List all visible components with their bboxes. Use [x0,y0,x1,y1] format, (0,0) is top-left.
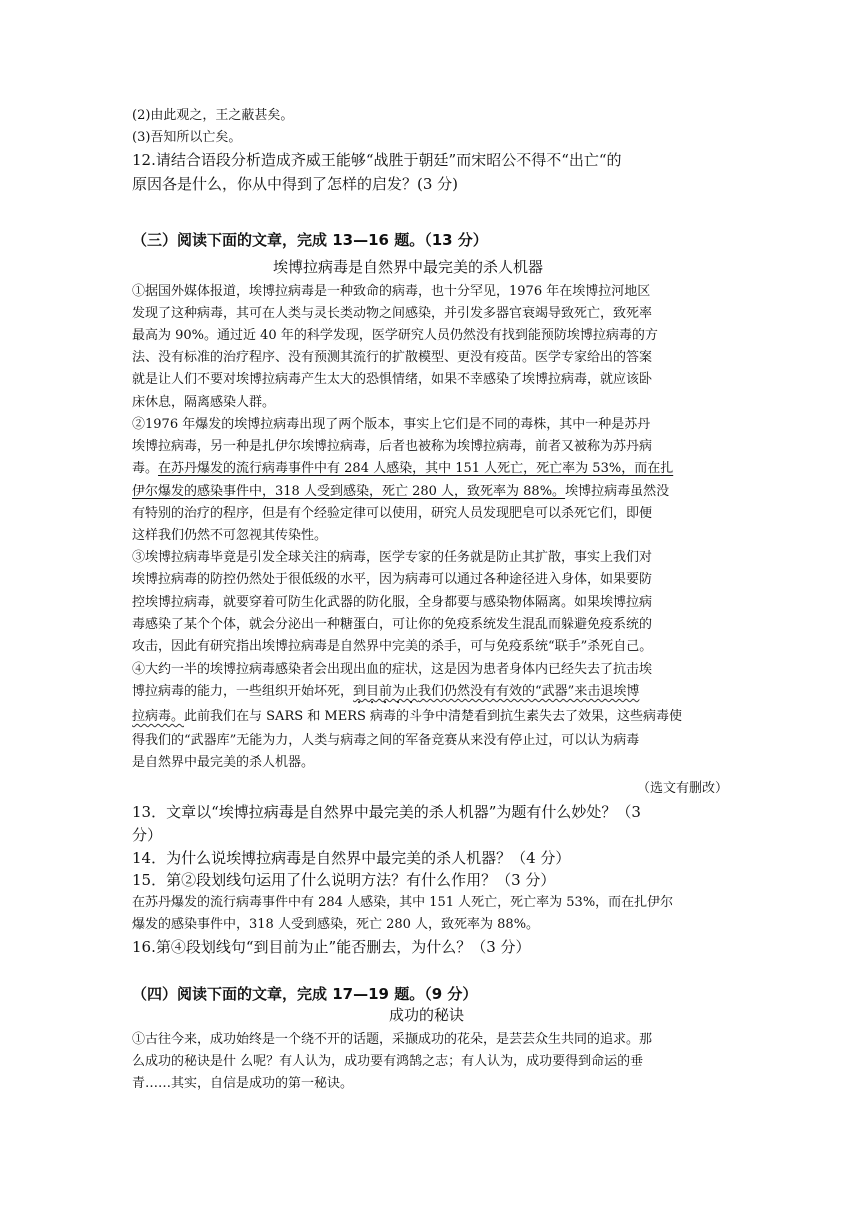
question-12-line-2: 原因各是什么，你从中得到了怎样的启发？(3 分) [132,175,459,193]
paragraph-2-line: 有特别的治疗的程序，但是有个经验定律可以使用，研究人员发现肥皂可以杀死它们，即便 [132,506,653,521]
paragraph-2-line: ②1976 年爆发的埃博拉病毒出现了两个版本，事实上它们是不同的毒株，其中一种是苏丹 [132,417,651,432]
paragraph-4-line: 是自然界中最完美的杀人机器。 [132,755,315,770]
question-13-line-1: 13．文章以“埃博拉病毒是自然界中最完美的杀人机器”为题有什么妙处？（3 [132,803,641,821]
dotted-phrase: 到目前为止 [353,684,419,699]
paragraph-2-line [132,482,669,502]
article-2-line: ①古往今来，成功始终是一个绕不开的话题，采撷成功的花朵，是芸芸众生共同的追求。那 [132,1032,653,1047]
paragraph-3-line: 埃博拉病毒的防控仍然处于很低级的水平，因为病毒可以通过各种途径进入身体，如果要防 [132,572,653,587]
article-2-line: 青……其实，自信是成功的第一秘诀。 [132,1076,354,1091]
paragraph-2-line: 这样我们仍然不可忽视其传染性。 [132,528,328,543]
paragraph-4-line: ④大约一半的埃博拉病毒感染者会出现出血的症状，这是因为患者身体内已经失去了抗击埃 [132,662,653,677]
question-16: 16.第④段划线句“到目前为止”能否删去，为什么？（3 分） [132,938,531,956]
article-2-line: 么成功的秘诀是什 么呢？有人认为，成功要有鸿鹄之志；有人认为，成功要得到命运的垂 [132,1054,644,1069]
wavy-underlined-sentence: 拉病毒。 [132,709,185,724]
question-15: 15．第②段划线句运用了什么说明方法？有什么作用？（3 分） [132,871,556,889]
question-13-line-2: 分） [132,826,163,844]
paragraph-2-line: 埃博拉病毒，另一种是扎伊尔埃博拉病毒，后者也被称为埃博拉病毒，前者又被称为苏丹病 [132,439,653,454]
paragraph-4-line: 得我们的“武器库”无能为力，人类与病毒之间的军备竞赛从来没有停止过，可以认为病毒 [132,733,640,748]
answer-line-2: (2)由此观之，王之蔽甚矣。 [132,108,294,123]
paragraph-4-text: 博拉病毒的能力，一些组织开始坏死， [132,684,354,699]
question-14: 14．为什么说埃博拉病毒是自然界中最完美的杀人机器？（4 分） [132,849,571,867]
paragraph-1-line: ①据国外媒体报道，埃博拉病毒是一种致命的病毒，也十分罕见，1976 年在埃博拉河地区 [132,284,651,299]
paragraph-4-line [132,707,682,727]
paragraph-3-line: 攻击，因此有研究指出埃博拉病毒是自然界中完美的杀手，可与免疫系统“联手”杀死自己。 [132,639,653,654]
paragraph-3-line: 毒感染了某个个体，就会分泌出一种糖蛋白，可让你的免疫系统发生混乱而躲避免疫系统的 [132,617,653,632]
question-15-quote: 在苏丹爆发的流行病毒事件中有 284 人感染，其中 151 人死亡，死亡率为 53%，而在扎伊尔 [132,895,674,910]
underlined-sentence: 伊尔爆发的感染事件中，318 人受到感染，死亡 280 人，致死率为 88%。 [132,484,566,499]
source-note: （选文有删改） [636,781,728,796]
paragraph-1-line: 就是让人们不要对埃博拉病毒产生太大的恐惧情绪，如果不幸感染了埃博拉病毒，就应该卧 [132,372,653,387]
paragraph-4-line [132,682,639,707]
paragraph-1-line: 法、没有标准的治疗程序、没有预测其流行的扩散模型、更没有疫苗。医学专家给出的答案 [132,350,653,365]
question-12-line-1: 12.请结合语段分析造成齐威王能够“战胜于朝廷”而宋昭公不得不“出亡“的 [132,151,622,169]
paragraph-2-text: 埃博拉病毒虽然没 [565,484,670,499]
question-15-quote: 爆发的感染事件中，318 人受到感染，死亡 280 人，致死率为 88%。 [132,917,540,932]
article-2-title: 成功的秘诀 [389,1006,465,1024]
article-1-title: 埃博拉病毒是自然界中最完美的杀人机器 [273,258,544,276]
section-3-heading: （三）阅读下面的文章，完成 13—16 题。（13 分） [132,231,488,249]
paragraph-3-line: 控埃博拉病毒，就要穿着可防生化武器的防化服，全身都要与感染物体隔离。如果埃博拉病 [132,595,653,610]
section-4-heading: （四）阅读下面的文章，完成 17—19 题。（9 分） [132,985,478,1003]
paragraph-1-line: 发现了这种病毒，其可在人类与灵长类动物之间感染，并引发多器官衰竭导致死亡，致死率 [132,306,653,321]
answer-line-3: (3)吾知所以亡矣。 [132,130,242,145]
paragraph-1-line: 最高为 90%。通过近 40 年的科学发现，医学研究人员仍然没有找到能预防埃博拉病毒的方 [132,328,658,343]
paragraph-1-line: 床休息，隔离感染人群。 [132,395,276,410]
underlined-sentence: 在苏丹爆发的流行病毒事件中有 284 人感染，其中 151 人死亡，死亡率为 53%，而在扎 [158,461,674,476]
paragraph-3-line: ③埃博拉病毒毕竟是引发全球关注的病毒，医学专家的任务就是防止其扩散，事实上我们对 [132,550,653,565]
paragraph-2-text: 毒。 [132,461,159,476]
paragraph-4-text: 此前我们在与 SARS 和 MERS 病毒的斗争中清楚看到抗生素失去了效果，这些病毒使 [184,709,683,724]
wavy-underlined-sentence: 我们仍然没有有效的“武器”来击退埃博 [418,684,640,699]
paragraph-2-line [132,459,673,479]
